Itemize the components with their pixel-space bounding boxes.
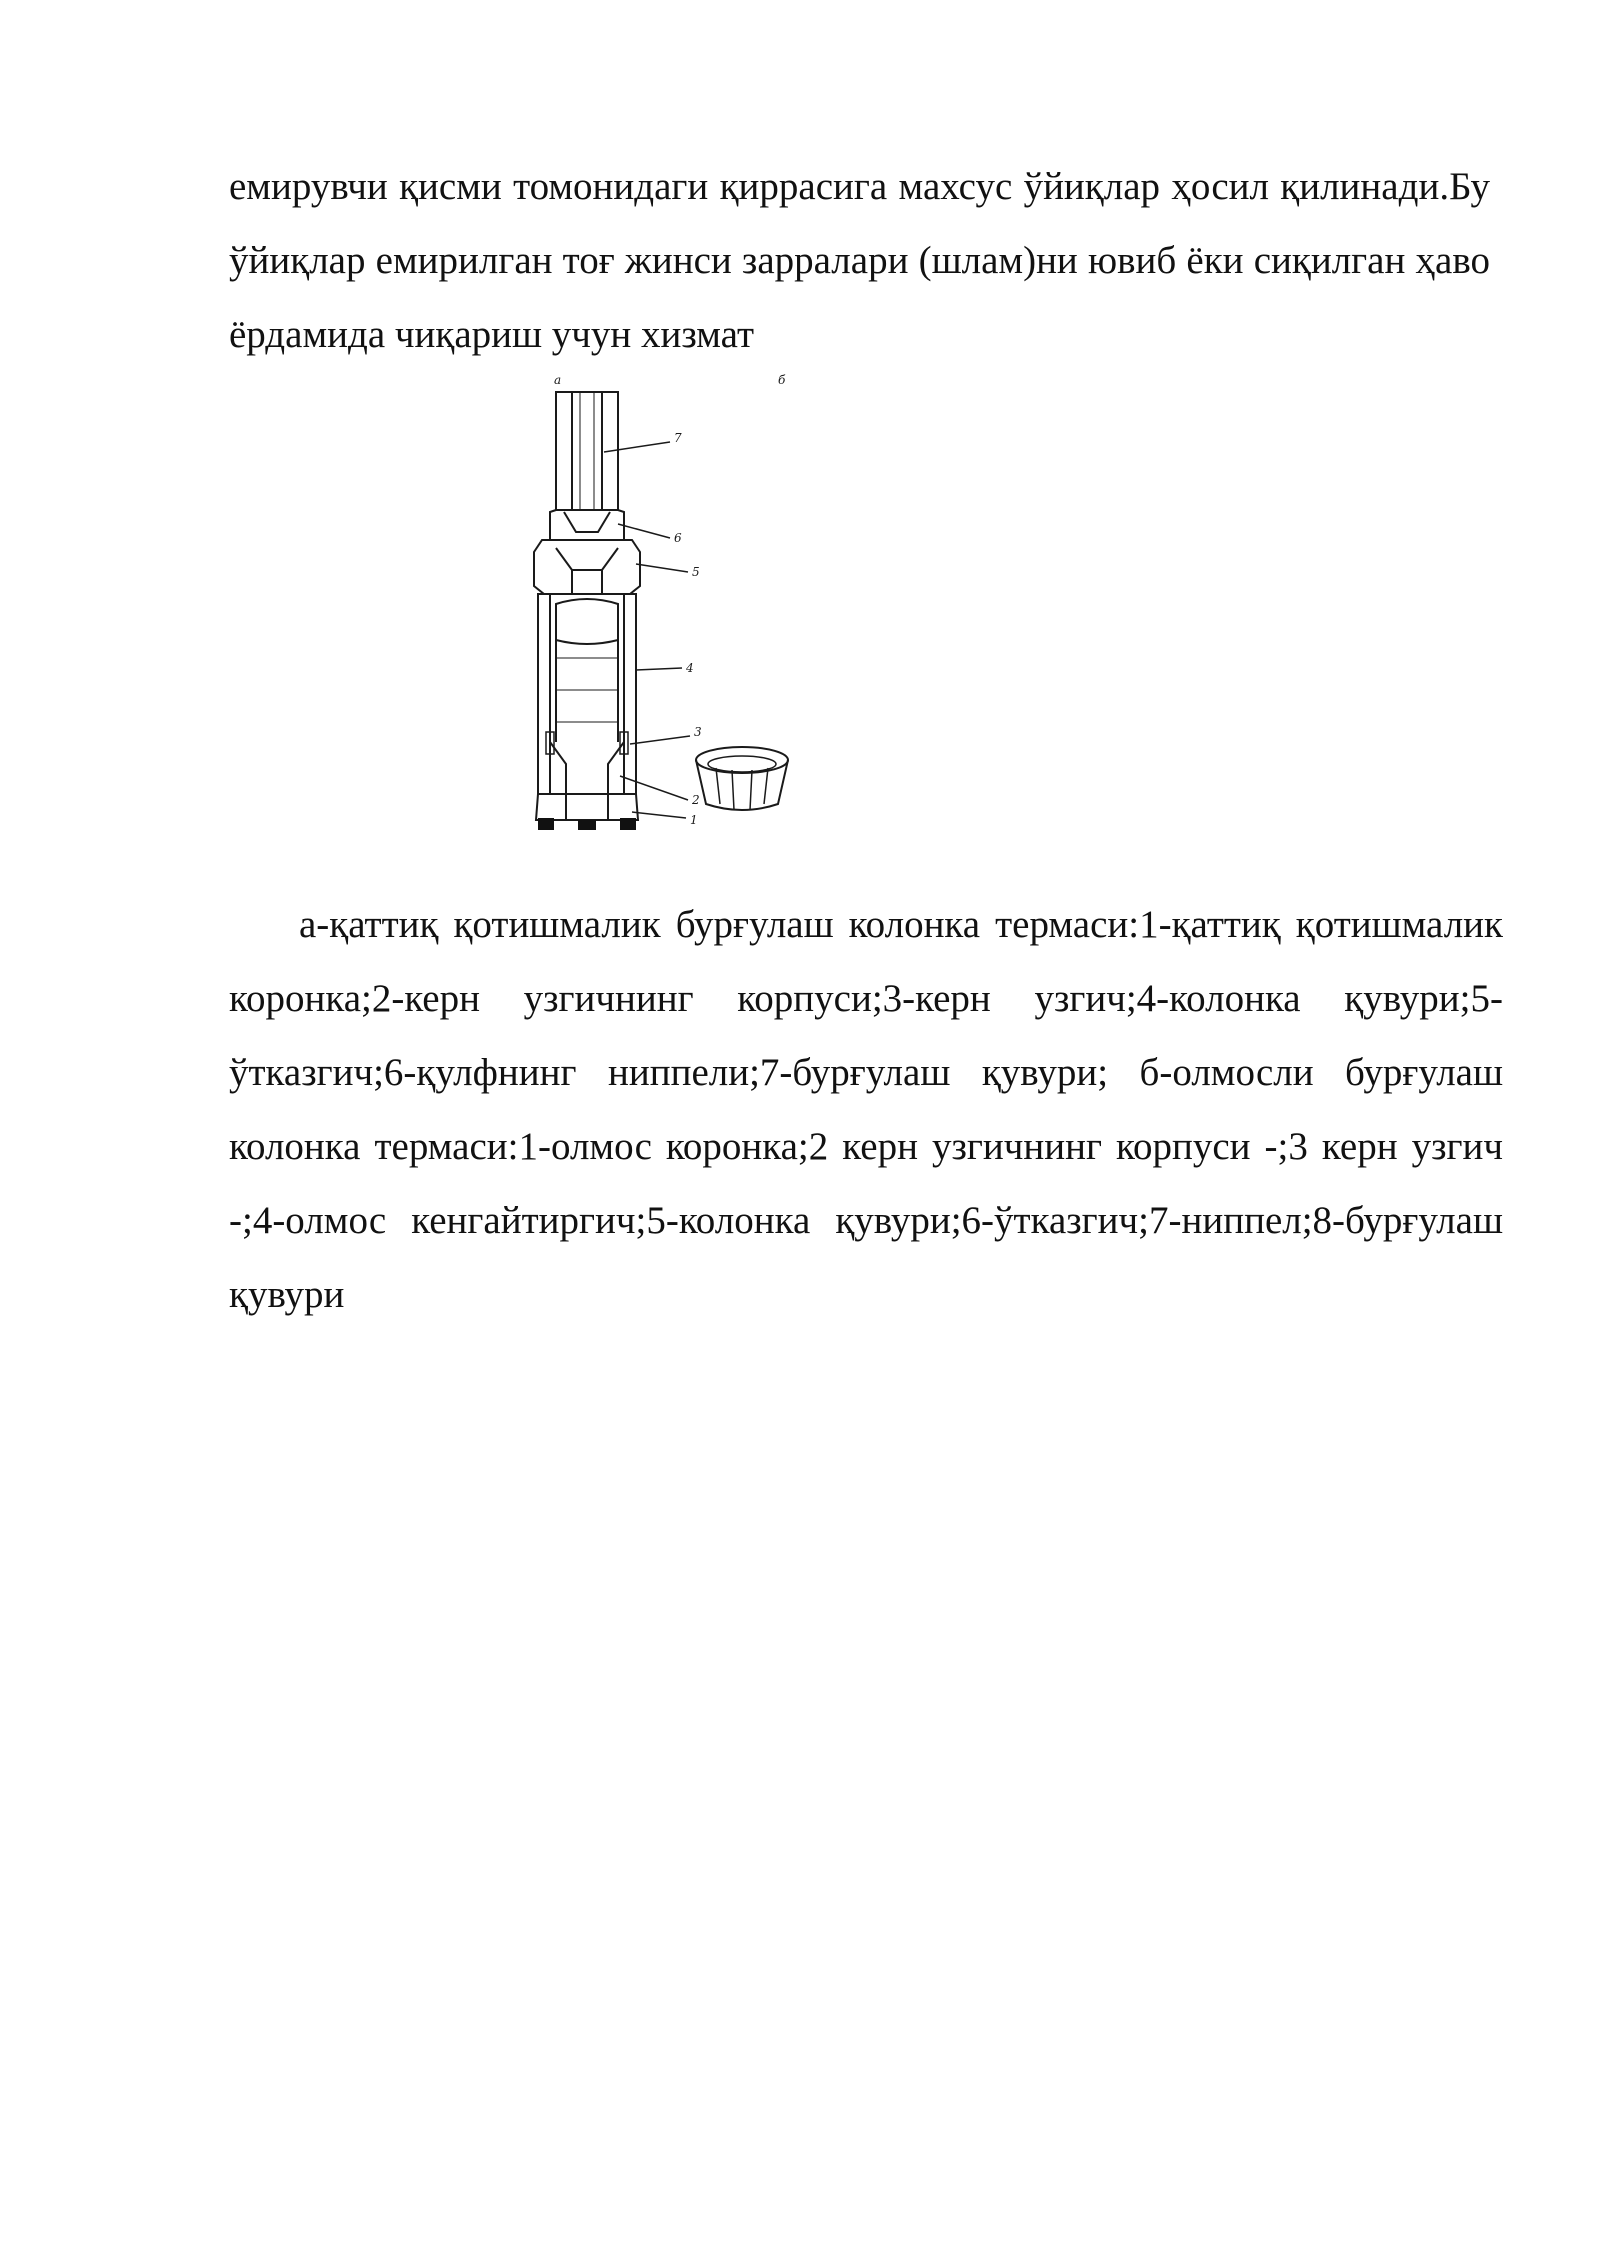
callout-3: 3 (694, 725, 702, 739)
cutter-insert-middle (578, 820, 596, 830)
callout-5: 5 (692, 565, 700, 579)
callout-2: 2 (692, 793, 700, 807)
figure-label-b: б (778, 373, 786, 387)
core-lifter-case-shape (550, 742, 624, 820)
callout-6: 6 (674, 531, 682, 545)
column-pipe-shape (538, 594, 636, 794)
figure-caption: а-қаттиқ қотишмалик бурғулаш колонка термаси:1-қаттиқ қотишмалик коронка;2-керн узгичнинг корпуси;3-керн узгич;4-колонка қувури;5-ўтказгич;6-қулфнинг ниппели;7-бурғулаш қувури; б-олмосли бурғулаш колонка термаси:1-олмос коронка;2 керн узгичнинг корпуси -;3 керн узгич -;4-олмос кенгайтиргич;5-колонка қувури;6-ўтказгич;7-ниппел;8-бурғулаш қувури (229, 903, 1503, 1316)
cutter-insert-left (538, 818, 554, 830)
callout-1: 1 (690, 813, 698, 827)
drill-column-figure (520, 372, 810, 842)
body-paragraph: емирувчи қисми томонидаги қиррасига махсус ўйиқлар ҳосил қилинади.Бу ўйиқлар емирилган тоғ жинси зарралари (шлам)ни ювиб ёки сиқилган ҳаво ёрдамида чиқариш учун хизмат (229, 165, 1490, 356)
figure-label-a: а (554, 373, 562, 387)
core-lifter-ring-shape (696, 747, 788, 773)
drill-column-drawing (520, 372, 810, 842)
adapter-shape (534, 540, 640, 594)
nipple-shape (550, 510, 624, 540)
cutter-insert-right (620, 818, 636, 830)
callout-4: 4 (686, 661, 694, 675)
callout-7: 7 (674, 431, 682, 445)
